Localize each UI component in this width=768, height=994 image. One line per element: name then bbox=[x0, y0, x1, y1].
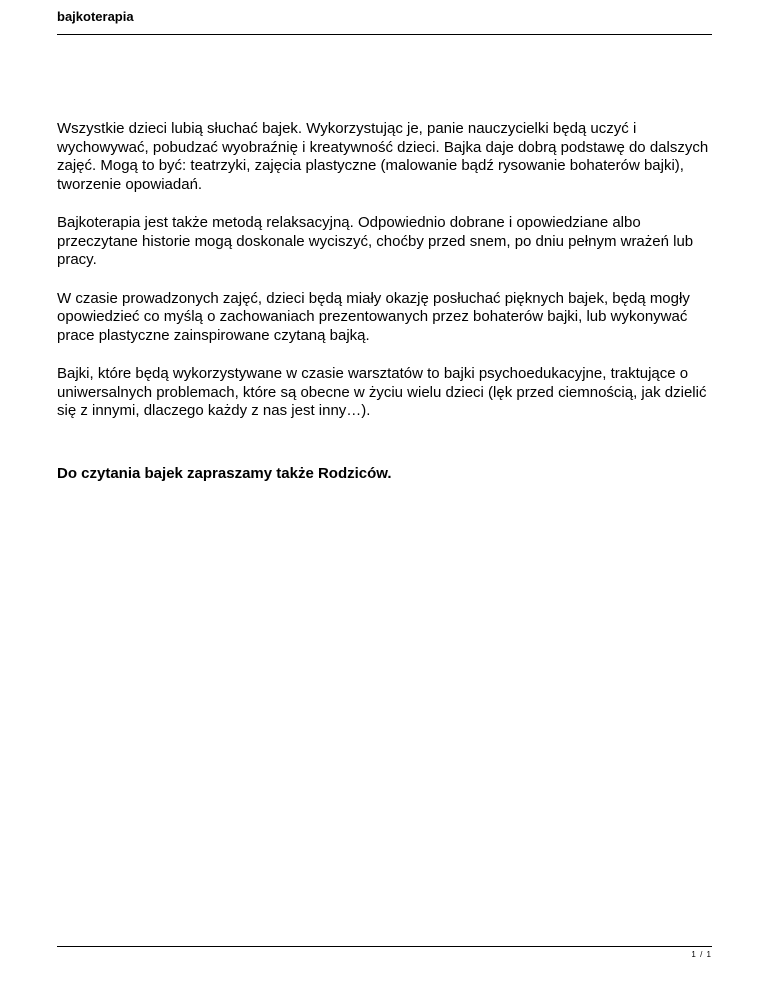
document-body bbox=[57, 120, 717, 441]
document-title: bajkoterapia bbox=[57, 9, 134, 24]
page-number: 1 / 1 bbox=[691, 950, 712, 959]
paragraph-activities: W czasie prowadzonych zajęć, dzieci będą miały okazję posłuchać pięknych bajek, będą mogły opowiedzieć co myślą o zachowaniach prezentowanych przez bohaterów bajki, lub wykonywać prace plastyczne zainspirowane czytaną bajką. bbox=[57, 289, 690, 344]
paragraph-relaxation: Bajkoterapia jest także metodą relaksacyjną. Odpowiednio dobrane i opowiedziane albo przeczytane historie mogą doskonale wyciszyć, choćby przed snem, po dniu pełnym wrażeń lub pracy. bbox=[57, 214, 694, 268]
paragraph-psychoeducational: Bajki, które będą wykorzystywane w czasie warsztatów to bajki psychoedukacyjne, traktujące o uniwersalnych problemach, które są obecne w życiu wielu dzieci (lęk przed ciemnością, jak dzielić się z innymi, dlaczego każdy z nas jest inny…). bbox=[57, 365, 707, 419]
closing-invitation: Do czytania bajek zapraszamy także Rodziców. bbox=[57, 465, 392, 482]
page-header bbox=[57, 6, 712, 35]
page-footer bbox=[57, 946, 712, 959]
paragraph-intro: Wszystkie dzieci lubią słuchać bajek. Wykorzystując je, panie nauczycielki będą uczyć i wychowywać, pobudzać wyobraźnię i kreatywność dzieci. Bajka daje dobrą podstawę do dalszych zajęć. Mogą to być: teatrzyki, zajęcia plastyczne (malowanie bądź rysowanie bohaterów bajki), tworzenie opowiadań. bbox=[57, 120, 709, 193]
